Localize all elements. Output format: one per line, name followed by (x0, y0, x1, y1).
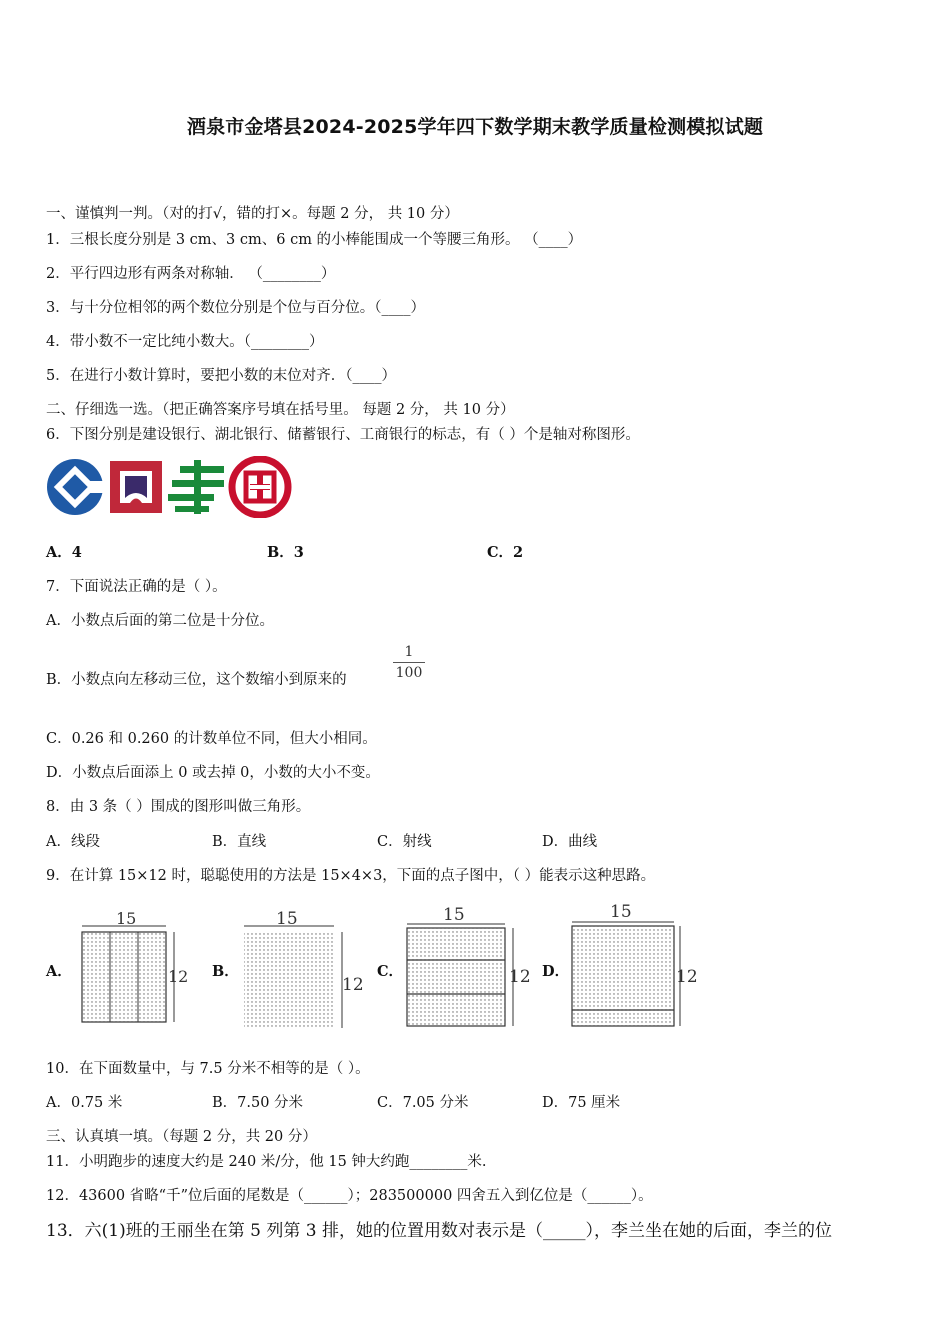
question-1: 1．三根长度分别是 3 cm、3 cm、6 cm 的小棒能围成一个等腰三角形。 （____） (46, 232, 583, 248)
page-title: 酒泉市金塔县2024-2025学年四下数学期末教学质量检测模拟试题 (186, 116, 764, 138)
question-13: 13．六(1)班的王丽坐在第 5 列第 3 排，她的位置用数对表示是（_____），李兰坐在她的后面，李兰的位 (46, 1221, 832, 1241)
question-4: 4．带小数不一定比纯小数大。（________） (46, 334, 324, 350)
q6-option-a: A．4 (46, 544, 82, 561)
q9c-height-label: 12 (509, 967, 531, 987)
q9c-width-label: 15 (443, 905, 465, 925)
question-7: 7．下面说法正确的是（ ）。 (46, 579, 227, 595)
postal-bank-logo-icon (168, 460, 224, 514)
q9d-width-label: 15 (610, 902, 632, 922)
q9-option-b: B． (212, 963, 239, 980)
q9b-height-label: 12 (342, 975, 364, 995)
section3-heading: 三、认真填一填。（每题 2 分，共 20 分） (46, 1129, 317, 1145)
q9-option-d: D． (542, 963, 570, 980)
q9d-height-label: 12 (676, 967, 698, 987)
q8-option-c: C．射线 (377, 834, 432, 850)
q6-option-b: B．3 (267, 544, 304, 561)
q10-option-c: C．7.05 分米 (377, 1095, 469, 1111)
q7-option-c: C．0.26 和 0.260 的计数单位不同，但大小相同。 (46, 731, 377, 747)
dot-figure-b (238, 904, 368, 1032)
dot-figure-d (568, 900, 703, 1032)
q7-option-d: D．小数点后面添上 0 或去掉 0，小数的大小不变。 (46, 765, 380, 781)
dot-figure-a (74, 908, 194, 1030)
question-11: 11．小明跑步的速度大约是 240 米/分，他 15 钟大约跑________米. (46, 1154, 487, 1170)
q6-option-c: C．2 (487, 544, 524, 561)
question-5: 5．在进行小数计算时，要把小数的末位对齐．（____） (46, 368, 396, 384)
q8-option-b: B．直线 (212, 834, 267, 850)
q7-option-b: B．小数点向左移动三位，这个数缩小到原来的 (46, 672, 347, 688)
fraction-denominator: 100 (395, 665, 423, 681)
question-6: 6．下图分别是建设银行、湖北银行、储蓄银行、工商银行的标志，有（ ）个是轴对称图形。 (46, 427, 640, 443)
section2-heading: 二、仔细选一选。（把正确答案序号填在括号里。 每题 2 分， 共 10 分） (46, 402, 515, 418)
dot-figure-c (403, 902, 533, 1032)
question-12: 12．43600 省略“千”位后面的尾数是（______）；283500000 四舍五入到亿位是（______）。 (46, 1188, 653, 1204)
icbc-logo-icon (232, 459, 288, 515)
q9-option-a: A． (46, 963, 72, 980)
q10-option-b: B．7.50 分米 (212, 1095, 304, 1111)
q9b-width-label: 15 (276, 909, 298, 929)
question-10: 10．在下面数量中，与 7.5 分米不相等的是（ ）。 (46, 1061, 370, 1077)
fraction-1-100 (393, 644, 425, 681)
question-9: 9．在计算 15×12 时，聪聪使用的方法是 15×4×3，下面的点子图中，（ ）能表示这种思路。 (46, 868, 656, 884)
q8-option-a: A．线段 (46, 834, 100, 850)
fraction-numerator: 1 (393, 644, 425, 663)
q7-option-a: A．小数点后面的第二位是十分位。 (46, 613, 274, 629)
q9-option-c: C． (377, 963, 404, 980)
q9a-width-label: 15 (116, 909, 137, 928)
section1-heading: 一、谨慎判一判。（对的打√，错的打×。每题 2 分， 共 10 分） (46, 206, 459, 222)
question-3: 3．与十分位相邻的两个数位分别是个位与百分位。（____） (46, 300, 425, 316)
question-2: 2．平行四边形有两条对称轴． （________） (46, 266, 336, 282)
q9a-height-label: 12 (168, 967, 189, 986)
q10-option-d: D．75 厘米 (542, 1095, 621, 1111)
ccb-logo-icon (47, 459, 105, 515)
question-8: 8．由 3 条（ ）围成的图形叫做三角形。 (46, 799, 311, 815)
hubei-bank-logo-icon (110, 461, 162, 513)
q8-option-d: D．曲线 (542, 834, 598, 850)
q10-option-a: A．0.75 米 (46, 1095, 123, 1111)
bank-logos (44, 456, 294, 518)
